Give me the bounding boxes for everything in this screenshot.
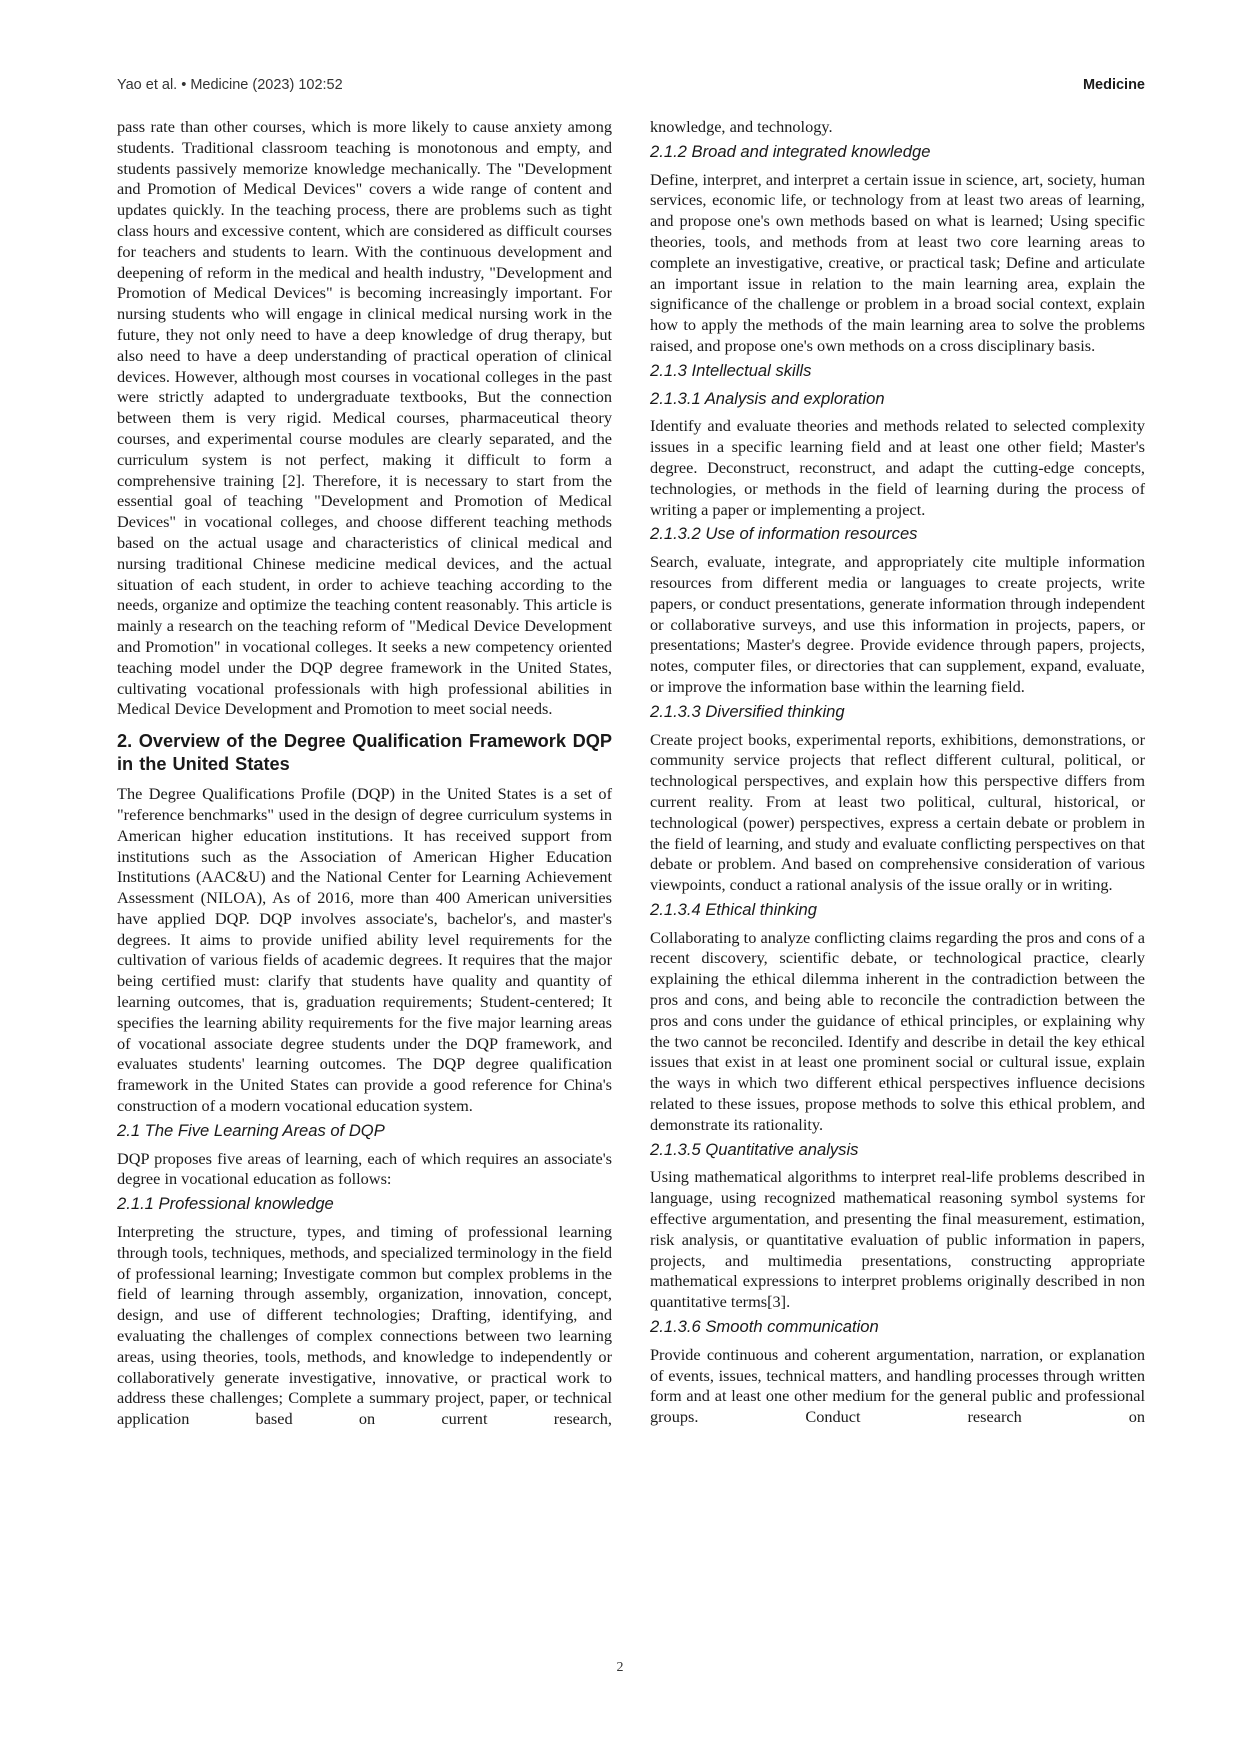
subsection-2-1-paragraph: DQP proposes five areas of learning, each of which requires an associate's degree in vocational education as follows: (117, 1148, 612, 1189)
continuation-paragraph: knowledge, and technology. (650, 117, 833, 136)
journal-name: Medicine (1082, 77, 1145, 93)
subsection-2-1-1-paragraph: Interpreting the structure, types, and timing of professional learning through tools, techniques, methods, and specialized terminology in the field of professional learning; Investigate common but complex problems in the field of learning through assembly, organization, innovation, concept, design, and use of different technologies; Drafting, identifying, and evaluating the challenges of complex connections between two learning areas, using theories, tools, methods, and knowledge to independently or collaboratively generate investigative, innovative, or practical work to address these challenges; Complete a summary project, paper, or technical application based on current research, (117, 1222, 612, 1429)
subsection-heading-2-1-3-4: 2.1.3.4 Ethical thinking (650, 899, 817, 919)
subsection-heading-2-1-3-5: 2.1.3.5 Quantitative analysis (650, 1139, 859, 1159)
subsection-2-1-3-3-paragraph: Create project books, experimental reports, exhibitions, demonstrations, or community service projects that reflect different cultural, political, or technological perspectives, and explain how this perspective differs from current reality. From at least two political, cultural, historical, or technological (power) perspectives, express a certain debate or problem in the field of learning, and study and evaluate conflicting perspectives on that debate or problem. And based on comprehensive consideration of various viewpoints, conduct a rational analysis of the issue orally or in writing. (650, 729, 1145, 895)
subsection-2-1-3-2-paragraph: Search, evaluate, integrate, and appropriately cite multiple information resources from different media or languages to create projects, write papers, or conduct presentations, generate information through independent or collaborative surveys, and use this information in projects, papers, or presentations; Master's degree. Provide evidence through papers, projects, notes, computer files, or directories that can supplement, expand, evaluate, or improve the information base within the learning field. (650, 552, 1145, 696)
intro-paragraph: pass rate than other courses, which is more likely to cause anxiety among students. Traditional classroom teaching is monotonous and empty, and students passively memorize knowledge mechanically. The "Development and Promotion of Medical Devices" covers a wide range of content and updates quickly. In the teaching process, there are problems such as tight class hours and excessive content, which are considered as difficult courses for teachers and students to learn. With the continuous development and deepening of reform in the medical and health industry, "Development and Promotion of Medical Devices" is becoming increasingly important. For nursing students who will engage in clinical medical nursing work in the future, they not only need to have a deep knowledge of drug therapy, but also need to have a deep understanding of practical operation of clinical devices. However, although most courses in vocational colleges in the past were strictly adapted to undergraduate textbooks, But the connection between them is very rigid. Medical courses, pharmaceutical theory courses, and experimental course modules are clearly separated, and the curriculum system is not perfect, making it difficult to form a comprehensive training [2]. Therefore, it is necessary to start from the essential goal of teaching "Development and Promotion of Medical Devices" in vocational colleges, and choose different teaching methods based on the actual usage and characteristics of clinical medical and nursing traditional Chinese medicine medical devices, and the actual situation of each student, in order to achieve teaching according to the needs, organize and optimize the teaching content reasonably. This article is mainly a research on the teaching reform of "Medical Device Development and Promotion" in vocational colleges. It seeks a new competency oriented teaching model under the DQP degree framework in the United States, cultivating vocational professionals with high professional abilities in Medical Device Development and Promotion to meet social needs. (117, 117, 612, 719)
citation-line: Yao et al. • Medicine (2023) 102:52 (117, 77, 343, 93)
subsection-2-1-3-4-paragraph: Collaborating to analyze conflicting claims regarding the pros and cons of a recent discovery, scientific debate, or technological practice, clearly explaining the ethical dilemma inherent in the contradiction between the pros and cons, and being able to reconcile the contradiction between the pros and cons under the guidance of ethical principles, or explaining why the two cannot be reconciled. Identify and describe in detail the key ethical issues that exist in at least one prominent social or cultural issue, explain the ways in which two different ethical perspectives influence decisions related to these issues, propose methods to solve this ethical problem, and demonstrate its rationality. (650, 927, 1145, 1134)
subsection-heading-2-1-2: 2.1.2 Broad and integrated knowledge (650, 141, 931, 161)
subsection-2-1-3-6-paragraph: Provide continuous and coherent argumentation, narration, or explanation of events, issues, technical matters, and handling processes through written form and at least one other medium for the general public and professional groups. Conduct research on (650, 1344, 1145, 1427)
subsection-2-1-3-5-paragraph: Using mathematical algorithms to interpret real-life problems described in language, using recognized mathematical reasoning symbol systems for effective argumentation, and presenting the final measurement, estimation, risk analysis, or quantitative evaluation of public information in papers, projects, and multimedia presentations, constructing appropriate mathematical expressions to interpret problems originally described in non quantitative terms[3]. (650, 1167, 1145, 1312)
subsection-heading-2-1-3-2: 2.1.3.2 Use of information resources (650, 524, 918, 544)
subsection-heading-2-1-3-1: 2.1.3.1 Analysis and exploration (650, 388, 885, 408)
running-header (117, 77, 1145, 99)
subsection-heading-2-1-1: 2.1.1 Professional knowledge (117, 1194, 334, 1214)
subsection-2-1-2-paragraph: Define, interpret, and interpret a certain issue in science, art, society, human services, economic life, or technology from at least two areas of learning, and propose one's own methods based on what is learned; Using specific theories, tools, and methods from at least two core learning areas to complete an investigative, creative, or practical task; Define and articulate an important issue in relation to the main learning area, explain the significance of the challenge or problem in a broad social context, explain how to apply the methods of the main learning area to solve the problems raised, and propose one's own methods on a cross disciplinary basis. (650, 169, 1145, 355)
section-2-paragraph: The Degree Qualifications Profile (DQP) in the United States is a set of "reference benchmarks" used in the design of degree curriculum systems in American higher education institutions. It has received support from institutions such as the Association of American Higher Education Institutions (AAC&U) and the National Center for Learning Achievement Assessment (NILOA), As of 2016, more than 400 American universities have applied DQP. DQP involves associate's, bachelor's, and master's degrees. It aims to provide unified ability level requirements for the cultivation of various fields of academic degrees. It requires that the major being certified must: clarify that students have quality and quantity of learning outcomes, that is, graduation requirements; Student-centered; It specifies the learning ability requirements for the five major learning areas of vocational associate degree students under the DQP framework, and evaluates students' learning outcomes. The DQP degree qualification framework in the United States can provide a good reference for China's construction of a modern vocational education system. (117, 784, 612, 1116)
subsection-heading-2-1-3: 2.1.3 Intellectual skills (650, 360, 812, 380)
subsection-heading-2-1-3-3: 2.1.3.3 Diversified thinking (650, 701, 845, 721)
right-column (650, 117, 1145, 1432)
section-heading-2: 2. Overview of the Degree Qualification Framework DQP in the United States (117, 731, 612, 774)
subsection-heading-2-1: 2.1 The Five Learning Areas of DQP (117, 1120, 385, 1140)
subsection-2-1-3-1-paragraph: Identify and evaluate theories and methods related to selected complexity issues in a specific learning field and at least one other field; Master's degree. Deconstruct, reconstruct, and adapt the cutting-edge concepts, technologies, or methods in the field of learning during the process of writing a paper or implementing a project. (650, 416, 1145, 519)
subsection-heading-2-1-3-6: 2.1.3.6 Smooth communication (650, 1317, 879, 1337)
page-number: 2 (616, 1660, 624, 1675)
left-column (117, 117, 612, 1434)
